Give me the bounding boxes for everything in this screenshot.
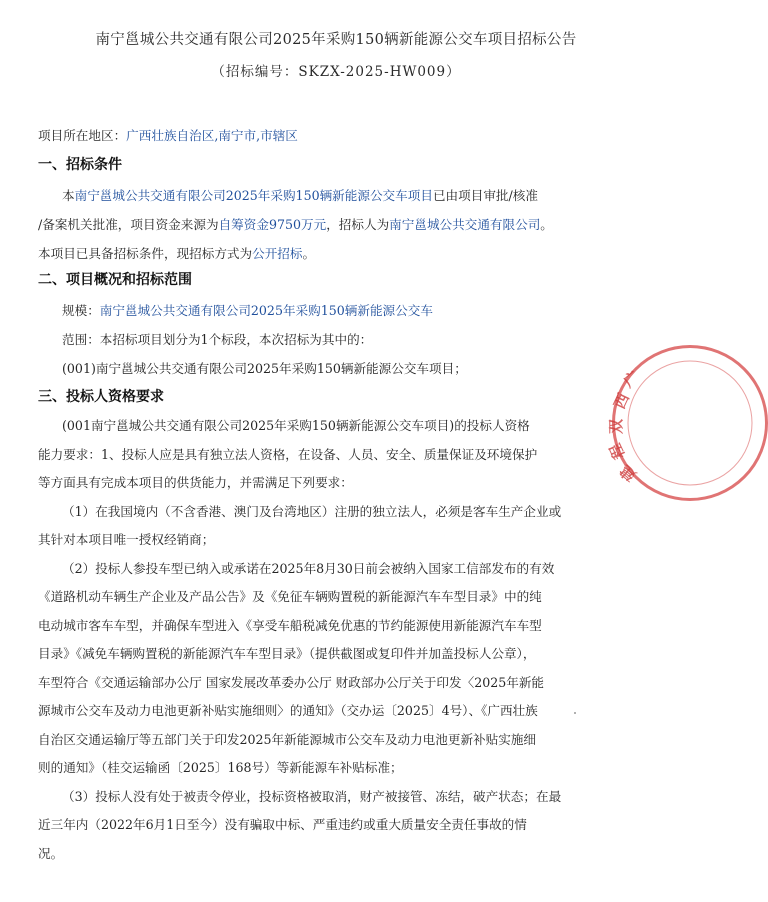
location-value: 广西壮族自治区,南宁市,市辖区 [126, 128, 298, 143]
text-run: 已由项目审批/核准 [432, 188, 538, 203]
section-1-paragraph-line-1 [62, 185, 538, 204]
text-run: 。 [302, 246, 316, 261]
text-run: 本项目已具备招标条件，现招标方式为 [38, 246, 253, 261]
section-3-line: （1）在我国境内（不含香港、澳门及台湾地区）注册的独立法人，必须是客车生产企业或 [62, 504, 562, 519]
svg-text:建: 建 [616, 461, 640, 485]
funding-source: 自筹资金9750万元 [218, 217, 327, 232]
seal-graphic [605, 348, 765, 498]
text-run: /备案机关批准，项目资金来源为 [38, 217, 219, 232]
project-name: 南宁邕城公共交通有限公司2025年采购150辆新能源公交车项目 [74, 188, 433, 203]
section-1-heading: 一、招标条件 [38, 157, 122, 173]
section-3-line: 自治区交通运输厅等五部门关于印发2025年新能源城市公交车及动力电池更新补贴实施细 [38, 732, 537, 747]
tender-number: （招标编号：SKZX-2025-HW009） [211, 64, 461, 80]
project-scale [62, 300, 433, 319]
section-3-line: 其针对本项目唯一授权经销商； [38, 532, 215, 547]
section-3-line: 电动城市客车车型，并确保车型进入《享受车船税减免优惠的节约能源使用新能源汽车车型 [38, 618, 542, 633]
section-3-line: (001南宁邕城公共交通有限公司2025年采购150辆新能源公交车项目)的投标人资格 [62, 418, 530, 433]
svg-text:双: 双 [607, 418, 625, 434]
section-3-line: 近三年内（2022年6月1日至今）没有骗取中标、严重违约或重大质量安全责任事故的情 [38, 817, 527, 832]
svg-text:程: 程 [605, 440, 629, 462]
text-run: ，招标人为 [326, 217, 390, 232]
section-3-line: 目录》《减免车辆购置税的新能源汽车车型目录》（提供截图或复印件并加盖投标人公章）， [38, 646, 536, 661]
svg-text:西: 西 [610, 390, 633, 412]
section-3-line: （3）投标人没有处于被责令停业，投标资格被取消，财产被接管、冻结，破产状态；在最 [62, 789, 562, 804]
section-1-paragraph-line-3 [38, 243, 315, 262]
section-2-heading: 二、项目概况和招标范围 [38, 272, 192, 288]
project-scope: 范围：本招标项目划分为1个标段，本次招标为其中的： [62, 332, 373, 347]
section-3-line: 车型符合《交通运输部办公厅 国家发展改革委办公厅 财政部办公厅关于印发〈2025年新能 [38, 675, 545, 690]
lot-item: (001)南宁邕城公共交通有限公司2025年采购150辆新能源公交车项目； [62, 361, 467, 376]
tender-method: 公开招标 [252, 246, 303, 261]
section-3-line: 源城市公交车及动力电池更新补贴实施细则〉的通知》（交办运〔2025〕4号）、《广西壮族 [38, 703, 538, 718]
section-1-paragraph-line-2 [38, 214, 553, 233]
tenderer-name: 南宁邕城公共交通有限公司 [389, 217, 541, 232]
text-run: 。 [540, 217, 553, 232]
svg-text:广: 广 [620, 367, 644, 392]
section-3-line: （2）投标人参投车型已纳入或承诺在2025年8月30日前会被纳入国家工信部发布的有效 [62, 561, 555, 576]
scan-speck [574, 712, 576, 714]
section-3-line: 况。 [38, 846, 64, 861]
location-label: 项目所在地区： [38, 128, 127, 143]
section-3-line: 能力要求：1、投标人应是具有独立法人资格，在设备、人员、安全、质量保证及环境保护 [38, 447, 538, 462]
document-title: 南宁邕城公共交通有限公司2025年采购150辆新能源公交车项目招标公告 [95, 32, 577, 48]
company-seal-stamp [605, 345, 768, 501]
scale-value: 南宁邕城公共交通有限公司2025年采购150辆新能源公交车 [99, 303, 433, 318]
section-3-line: 《道路机动车辆生产企业及产品公告》及《免征车辆购置税的新能源汽车车型目录》中的纯 [38, 589, 542, 604]
section-3-line: 等方面具有完成本项目的供货能力，并需满足下列要求： [38, 475, 353, 490]
scale-label: 规模： [62, 303, 100, 318]
section-3-line: 则的通知》（桂交运输函〔2025〕168号）等新能源车补贴标准； [38, 760, 403, 775]
section-3-heading: 三、投标人资格要求 [38, 389, 164, 405]
text-run: 本 [62, 188, 75, 203]
project-location [38, 125, 298, 144]
